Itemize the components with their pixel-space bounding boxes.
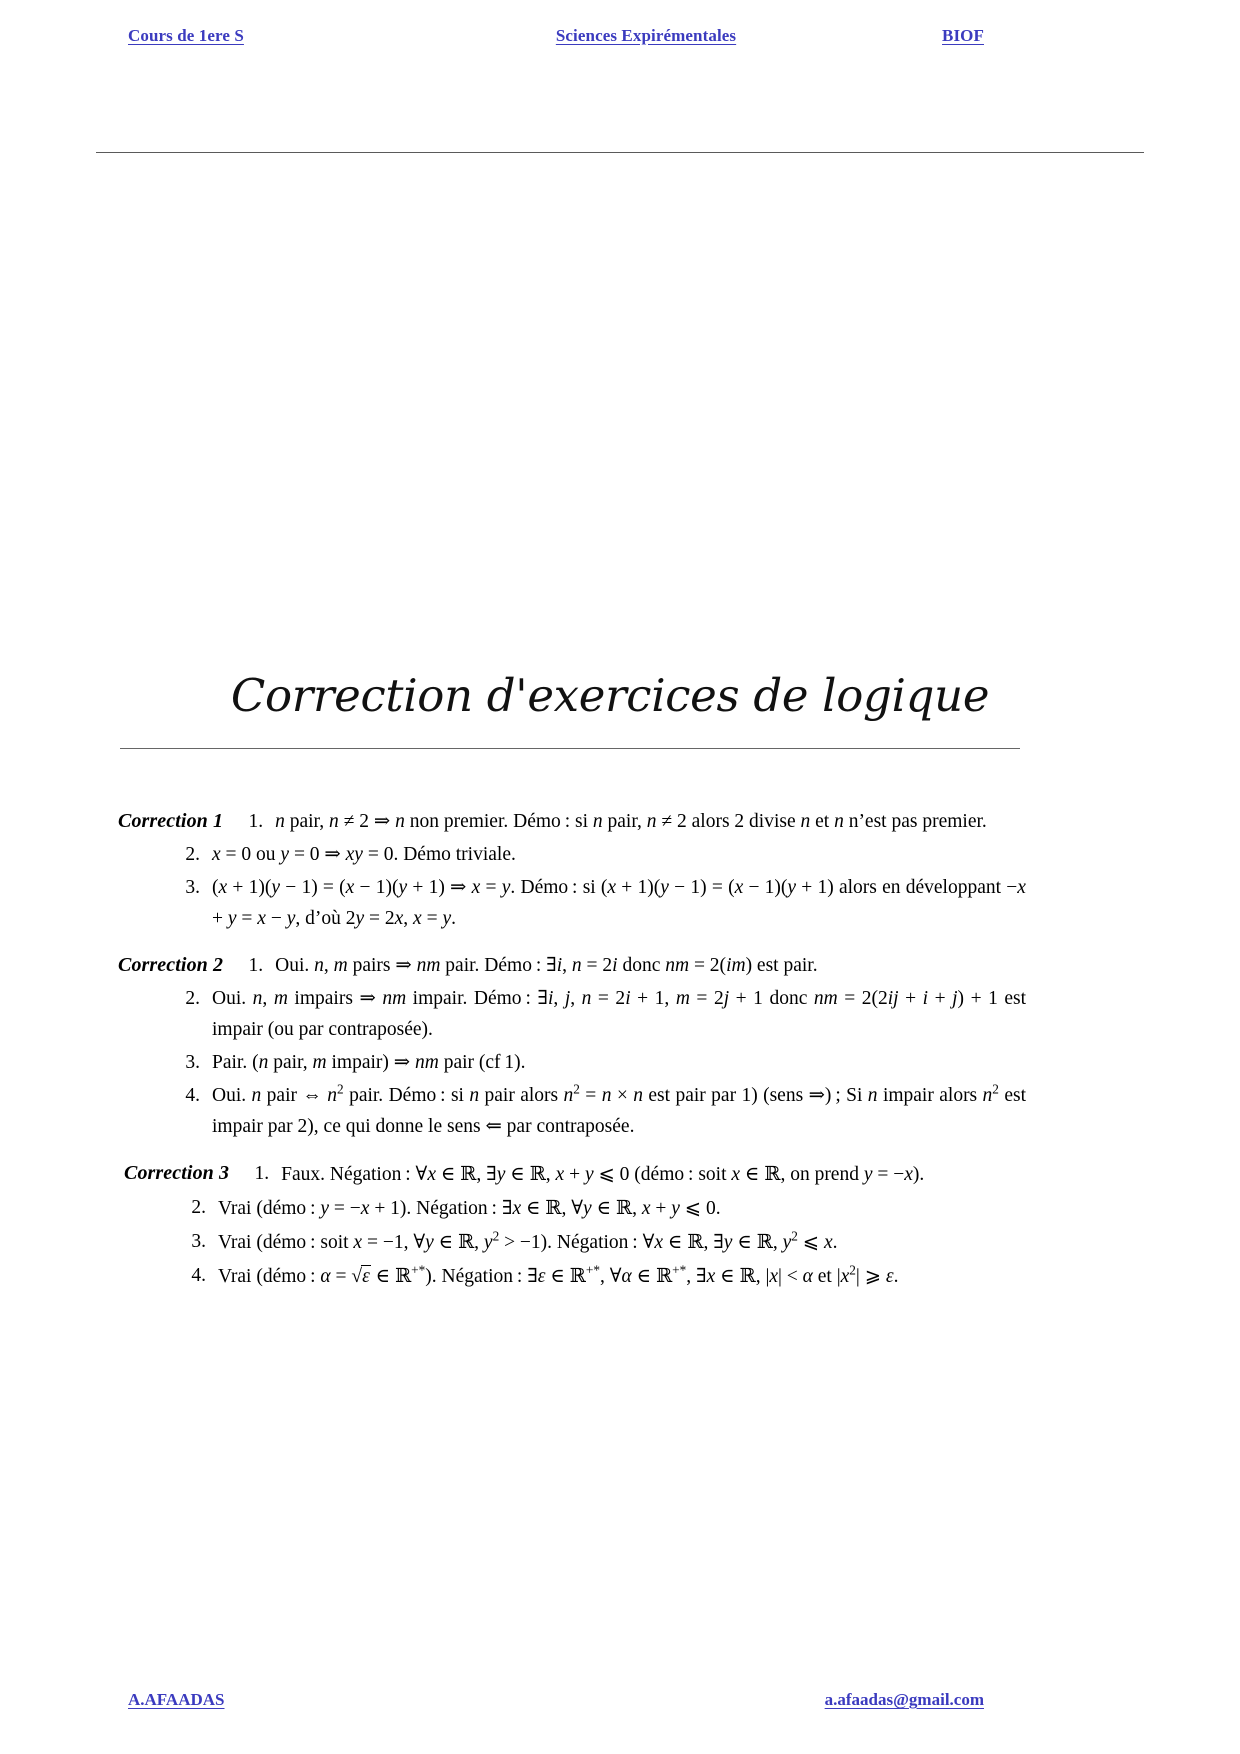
item-number: 1. [248, 955, 264, 976]
item-text: Oui. n, m pairs ⇒ nm pair. Démo : ∃i, n = 2i donc nm = 2(im) est pair. [275, 955, 818, 976]
correction-3-first-line [118, 1158, 1026, 1190]
correction-2-label: Correction 2 [118, 954, 224, 976]
document-body [118, 806, 1026, 1308]
correction-3-item-4 [172, 1260, 1026, 1292]
item-text: Vrai (démo : α = √ε ∈ ℝ+*). Négation : ∃ε ∈ ℝ+*, ∀α ∈ ℝ+*, ∃x ∈ ℝ, |x| < α et $|x^2|$ ⩾ ε. [218, 1262, 899, 1287]
item-text: Oui. n, m impairs ⇒ nm impair. Démo : ∃i, j, n = 2i + 1, m = 2j + 1 donc nm = 2(2ij + i + j) + 1 est impair (ou par contraposée). [212, 988, 1027, 1040]
item-number: 1. [254, 1163, 270, 1184]
correction-2-first-line [118, 950, 1026, 981]
correction-2-item-1 [233, 950, 1026, 981]
page-header [128, 26, 984, 56]
item-number: 3. [185, 1052, 200, 1073]
item-number: 2. [191, 1197, 206, 1218]
correction-1-item-1 [233, 806, 1026, 837]
correction-2-item-3 [166, 1047, 1026, 1078]
correction-block-3 [118, 1158, 1026, 1292]
title-divider [120, 748, 1020, 749]
correction-3-item-1 [239, 1158, 1026, 1190]
correction-block-1 [118, 806, 1026, 934]
item-text: Vrai (démo : y = −x + 1). Négation : ∃x ∈ ℝ, ∀y ∈ ℝ, x + y ⩽ 0. [218, 1196, 721, 1219]
item-text: n pair, n ≠ 2 ⇒ n non premier. Démo : si n pair, n ≠ 2 alors 2 divise n et n n’est pas premier. [275, 811, 987, 832]
item-text: Pair. (n pair, m impair) ⇒ nm pair (cf 1). [212, 1052, 526, 1073]
correction-1-first-line [118, 806, 1026, 837]
item-number: 2. [185, 844, 200, 865]
footer-author-link[interactable]: A.AFAADAS [128, 1690, 225, 1709]
item-number: 3. [191, 1231, 206, 1252]
correction-3-item-2 [172, 1192, 1026, 1224]
correction-3-item-3 [172, 1226, 1026, 1258]
item-text: Oui. n pair ⇔ $n^2$ pair. Démo : si n pair alors $n^2 = n \times n$ est pair par 1) (sens ⇒) ; Si n impair alors $n^2$ est impair par 2), ce qui donne le sens ⇐ par contraposée. [212, 1081, 1026, 1137]
item-text: Faux. Négation : ∀x ∈ ℝ, ∃y ∈ ℝ, x + y ⩽ 0 (démo : soit x ∈ ℝ, on prend y = −x). [281, 1162, 925, 1185]
page-title: Correction d'exercices de logique [230, 669, 990, 722]
header-right-slot [834, 26, 984, 46]
header-biof-link[interactable]: BIOF [942, 26, 984, 45]
item-number: 4. [185, 1085, 200, 1106]
correction-1-item-2 [166, 839, 1026, 870]
item-number: 3. [185, 877, 200, 898]
item-number: 1. [248, 811, 264, 832]
correction-block-2 [118, 950, 1026, 1142]
correction-2-item-4 [166, 1080, 1026, 1142]
item-text: (x + 1)(y − 1) = (x − 1)(y + 1) ⇒ x = y. Démo : si (x + 1)(y − 1) = (x − 1)(y + 1) alors en développant −x + y = x − y, d’où 2y = 2x, x = y. [212, 877, 1026, 929]
item-text: Vrai (démo : soit x = −1, ∀y ∈ ℝ, $y^2 > -1$). Négation : ∀x ∈ ℝ, ∃y ∈ ℝ, $y^2$ ⩽ x. [218, 1228, 838, 1253]
header-course-link[interactable]: Cours de 1ere S [128, 26, 244, 45]
item-number: 2. [185, 988, 200, 1009]
correction-3-label: Correction 3 [124, 1162, 230, 1184]
correction-1-label: Correction 1 [118, 810, 224, 832]
page-footer [128, 1690, 984, 1710]
item-text: x = 0 ou y = 0 ⇒ xy = 0. Démo triviale. [212, 844, 516, 865]
header-center-slot [458, 26, 834, 46]
correction-2-item-2 [166, 983, 1026, 1045]
footer-email-link[interactable]: a.afaadas@gmail.com [824, 1690, 984, 1709]
item-number: 4. [191, 1265, 206, 1286]
header-left-slot [128, 26, 458, 46]
header-divider [96, 152, 1144, 153]
header-subject-link[interactable]: Sciences Expirémentales [555, 26, 737, 45]
correction-1-item-3 [166, 872, 1026, 934]
